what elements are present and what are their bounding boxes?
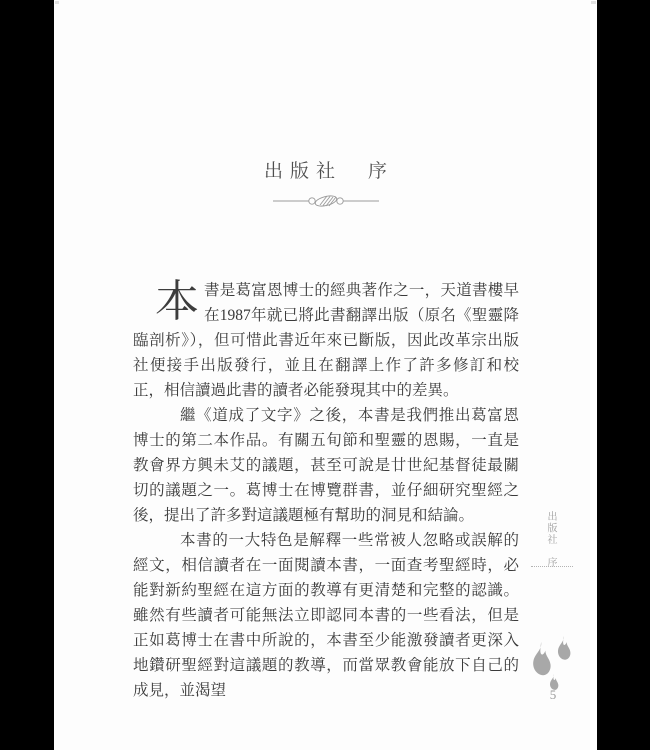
ornament-divider-icon — [271, 192, 381, 210]
page-number: 5 — [549, 687, 557, 702]
running-header-dotted-rule — [531, 566, 573, 567]
paragraph-text: 本書的一大特色是解釋一些常被人忽略或誤解的經文，相信讀者在一面閱讀本書，一面查考聖經時，必能對新約聖經在這方面的教導有更清楚和完整的認識。雖然有些讀者可能無法立即認同本書的一些看法，但是正如葛博士在書中所說的，本書至少能激發讀者更深入地鑽研聖經對這議題的教導，而當眾教會能放下自己的成見，並渴望 — [133, 532, 519, 699]
flame-logo-icon — [528, 633, 580, 693]
margin-running-header: 出版社 序 — [545, 511, 556, 569]
paragraph-text: 書是葛富恩博士的經典著作之一，天道書樓早在1987年就已將此書翻譯出版（原名《聖靈降臨剖析》），但可惜此書近年來已斷版，因此改革宗出版社便接手出版發行，並且在翻譯上作了許多修訂和校正，相信讀過此書的讀者必能發現其中的差異。 — [133, 282, 519, 399]
page-corner-mark — [591, 1, 596, 4]
book-page — [54, 0, 597, 750]
paragraph — [133, 528, 519, 703]
paragraph — [133, 403, 519, 528]
page-corner-mark — [55, 1, 59, 4]
preface-body — [133, 278, 519, 703]
drop-cap: 本 — [155, 277, 199, 326]
paragraph — [133, 278, 519, 403]
paragraph-text: 繼《道成了文字》之後，本書是我們推出葛富恩博士的第二本作品。有關五旬節和聖靈的恩賜，一直是教會界方興未艾的議題，甚至可說是廿世紀基督徒最關切的議題之一。葛博士在博覽群書，並仔細研究聖經之後，提出了許多對這議題極有幫助的洞見和結論。 — [133, 407, 519, 524]
page-title: 出版社 序 — [263, 161, 394, 182]
